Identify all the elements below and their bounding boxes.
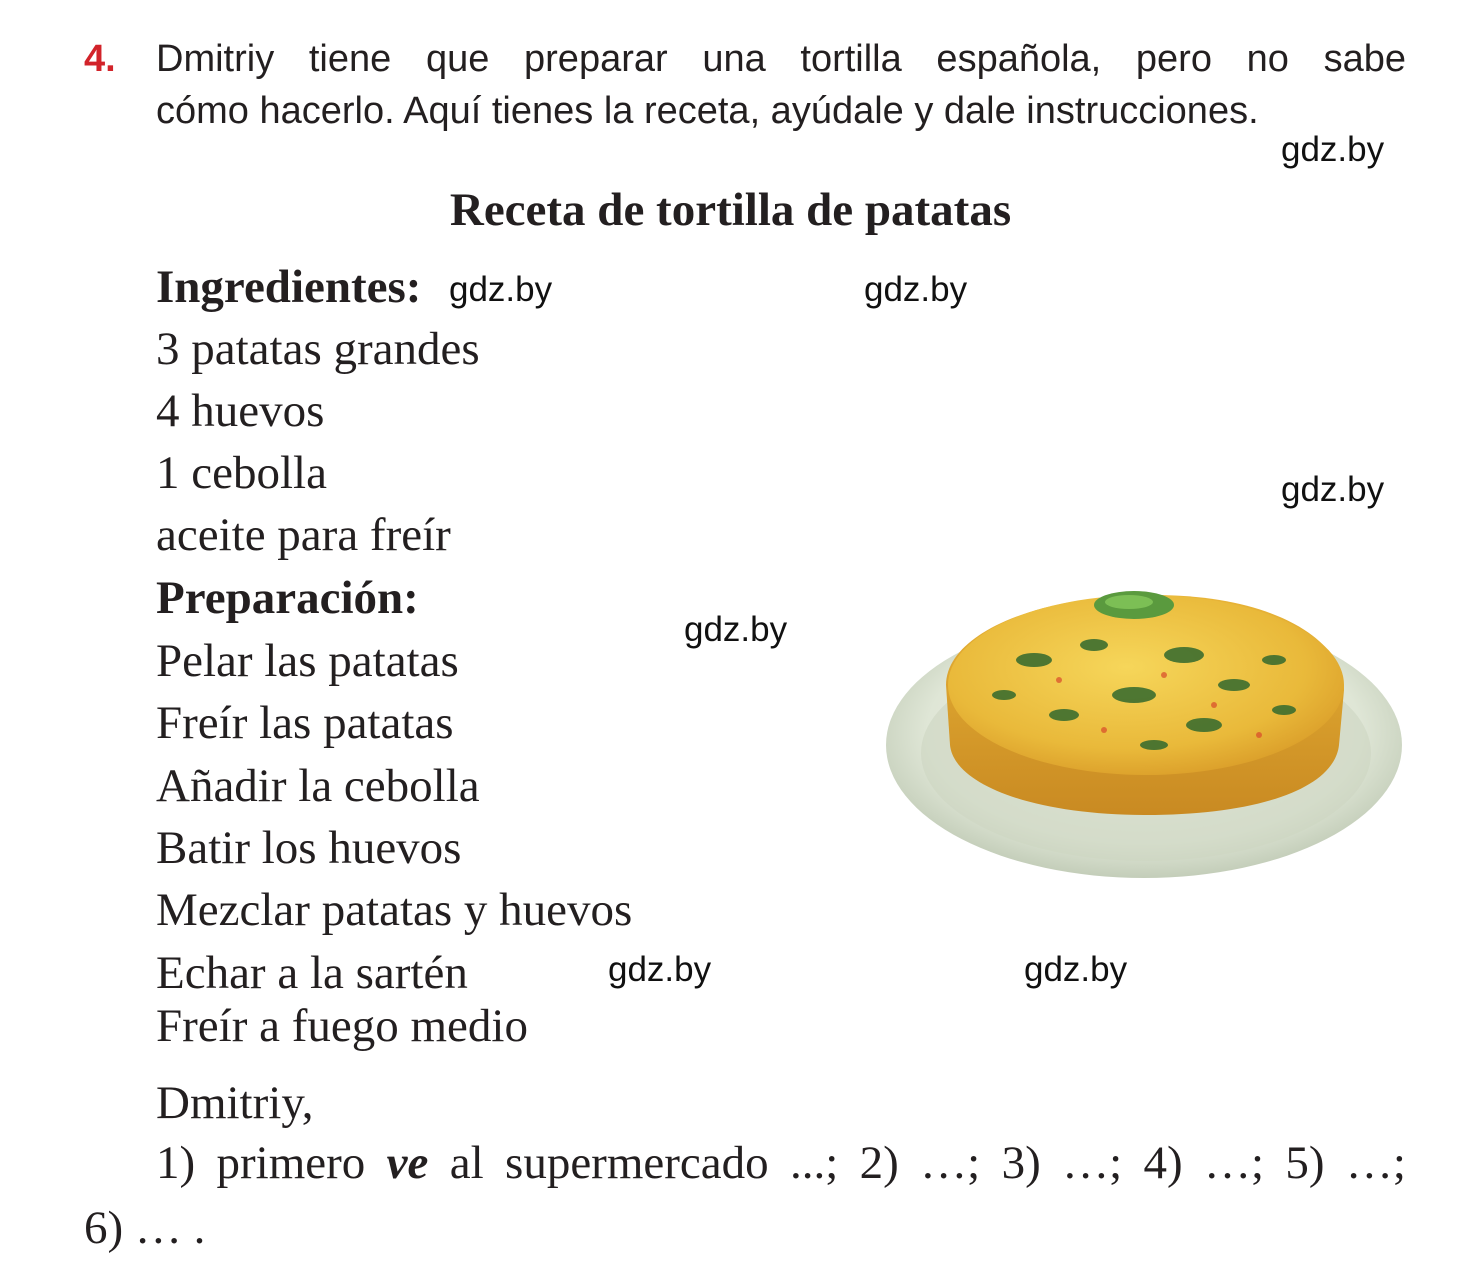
answer-line-part-2: al supermercado ...; 2) …; 3) …; 4) …; 5) …; (449, 1137, 1406, 1189)
ingredient-item: 1 cebolla (156, 447, 327, 499)
preparation-heading: Preparación: (156, 572, 419, 624)
answer-salutation: Dmitriy, (156, 1077, 314, 1129)
ingredient-item: 3 patatas grandes (156, 323, 480, 375)
preparation-step: Batir los huevos (156, 822, 462, 874)
task-instruction-line-2: cómo hacerlo. Aquí tienes la receta, ayúdale y dale instrucciones. (156, 90, 1259, 132)
preparation-step: Mezclar patatas y huevos (156, 884, 633, 936)
watermark: gdz.by (864, 270, 968, 309)
preparation-step: Freír las patatas (156, 697, 454, 749)
task-number: 4. (84, 38, 116, 80)
recipe-title: Receta de tortilla de patatas (449, 184, 1012, 236)
answer-line (156, 1137, 1406, 1189)
watermark: gdz.by (1281, 470, 1385, 509)
preparation-step: Freír a fuego medio (156, 1000, 528, 1052)
answer-line-part-1: 1) primero (156, 1137, 366, 1189)
tortilla-image (884, 585, 1404, 880)
task-instruction-line-1: Dmitriy tiene que preparar una tortilla española, pero no sabe (156, 38, 1406, 80)
preparation-step: Pelar las patatas (156, 635, 459, 687)
preparation-step: Echar a la sartén (156, 947, 468, 999)
ingredient-item: 4 huevos (156, 385, 325, 437)
watermark: gdz.by (1024, 950, 1128, 989)
watermark: gdz.by (684, 610, 788, 649)
preparation-step: Añadir la cebolla (156, 760, 480, 812)
watermark: gdz.by (449, 270, 553, 309)
ingredients-heading: Ingredientes: (156, 261, 422, 313)
ingredient-item: aceite para freír (156, 509, 451, 561)
watermark: gdz.by (1281, 130, 1385, 169)
answer-last-line: 6) … . (84, 1202, 206, 1254)
watermark: gdz.by (608, 950, 712, 989)
answer-emphasis: ve (386, 1137, 429, 1189)
